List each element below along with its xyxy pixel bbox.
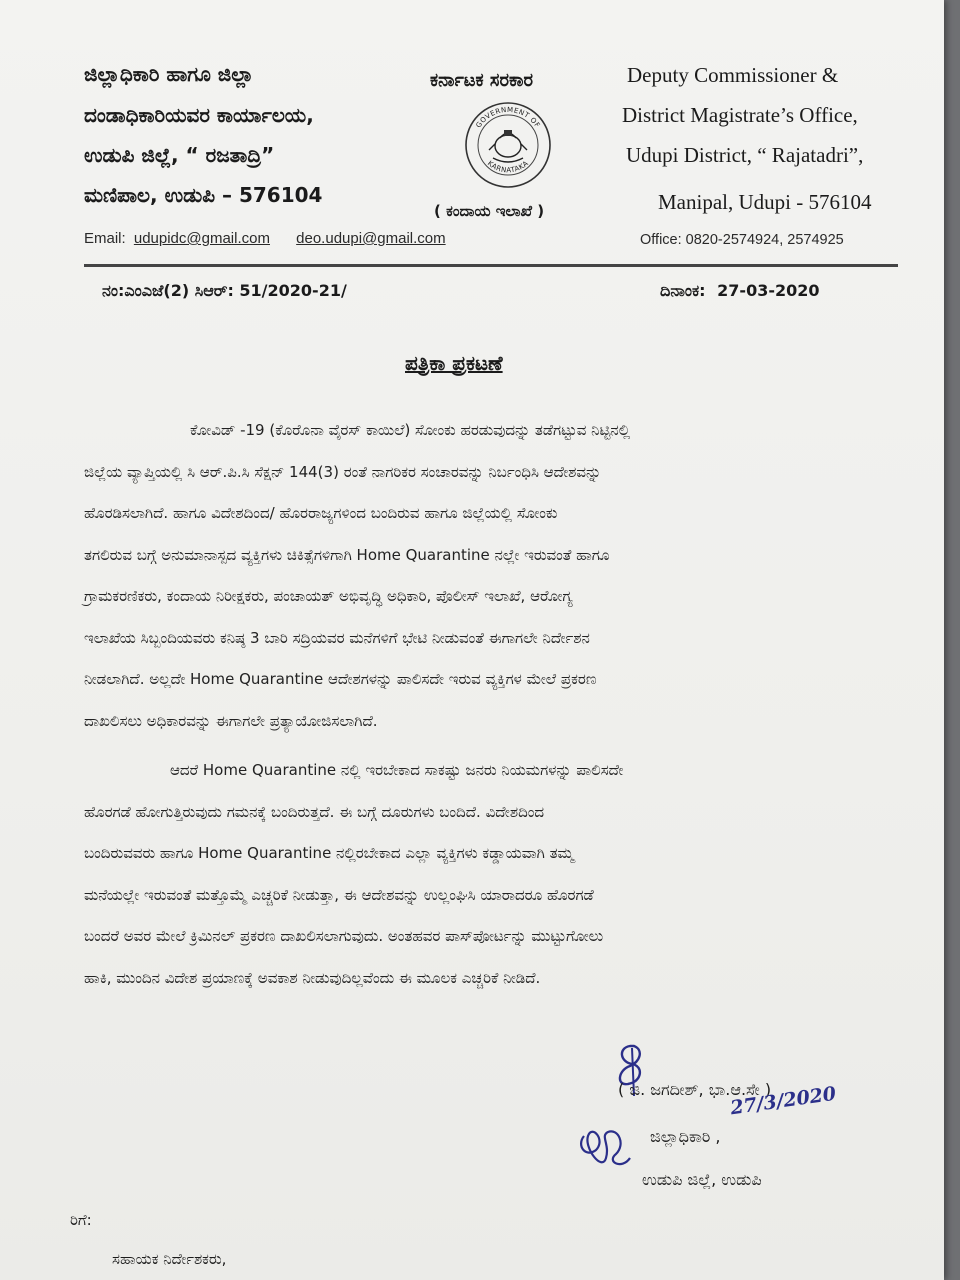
handwritten-date: 27/3/2020 xyxy=(728,1082,838,1120)
paragraph-1-line: ಇಲಾಖೆಯ ಸಿಬ್ಬಂದಿಯವರು ಕನಿಷ್ಠ 3 ಬಾರಿ ಸದ್ರಿಯವರ ಮನೆಗಳಿಗೆ ಭೇಟಿ ನೀಡುವಂತೆ ಈಗಾಗಲೇ ನಿರ್ದೇಶನ xyxy=(84,628,590,647)
paragraph-2-line: ಬಂದಿರುವವರು ಹಾಗೂ Home Quarantine ನಲ್ಲಿರಬೇಕಾದ ಎಲ್ಲಾ ವ್ಯಕ್ತಿಗಳು ಕಡ್ಡಾಯವಾಗಿ ತಮ್ಮ xyxy=(84,844,574,862)
header-right-line-4: Manipal, Udupi - 576104 xyxy=(658,190,872,214)
date-row xyxy=(660,281,820,301)
paragraph-1-line: ತಗಲಿರುವ ಬಗ್ಗೆ ಅನುಮಾನಾಸ್ಪದ ವ್ಯಕ್ತಿಗಳು ಚಿಕಿತ್ಸೆಗಳಿಗಾಗಿ Home Quarantine ನಲ್ಲೇ ಇರುವಂತೆ ಹಾಗೂ xyxy=(84,545,610,564)
date-label: ದಿನಾಂಕ: xyxy=(660,281,706,300)
reference-number: ನಂ:ಎಂಎಜೆ(2) ಸಿಆರ್: 51/2020-21/ xyxy=(102,281,347,300)
header-divider xyxy=(84,264,898,267)
paragraph-1-line: ದಾಖಲಿಸಲು ಅಧಿಕಾರವನ್ನು ಈಗಾಗಲೇ ಪ್ರತ್ಯಾಯೋಜಿಸಲಾಗಿದೆ. xyxy=(84,711,378,730)
signatory-designation: ಜಿಲ್ಲಾಧಿಕಾರಿ , xyxy=(650,1127,721,1146)
paragraph-1-line: ಗ್ರಾಮಕರಣಿಕರು, ಕಂದಾಯ ನಿರೀಕ್ಷಕರು, ಪಂಚಾಯತ್ ಅಭಿವೃದ್ಧಿ ಅಧಿಕಾರಿ, ಪೊಲೀಸ್ ಇಲಾಖೆ, ಆರೋಗ್ಯ xyxy=(84,587,573,605)
paragraph-2-line: ಹೊರಗಡೆ ಹೋಗುತ್ತಿರುವುದು ಗಮನಕ್ಕೆ ಬಂದಿರುತ್ತದೆ. ಈ ಬಗ್ಗೆ ದೂರುಗಳು ಬಂದಿದೆ. ವಿದೇಶದಿಂದ xyxy=(84,802,545,821)
recipients-label: ರಿಗೆ: xyxy=(70,1211,92,1229)
email-label: Email: xyxy=(84,230,126,247)
header-left-line-1: ಜಿಲ್ಲಾಧಿಕಾರಿ ಹಾಗೂ ಜಿಲ್ಲಾ xyxy=(84,62,254,86)
paragraph-2-line: ಆದರೆ Home Quarantine ನಲ್ಲಿ ಇರಬೇಕಾದ ಸಾಕಷ್ಟು ಜನರು ನಿಯಮಗಳನ್ನು ಪಾಲಿಸದೇ xyxy=(170,761,624,779)
department-label: ( ಕಂದಾಯ ಇಲಾಖೆ ) xyxy=(434,202,545,220)
signature-scribble xyxy=(576,1118,636,1178)
header-right-line-3: Udupi District, “ Rajatadri”, xyxy=(626,143,864,167)
paragraph-2-line: ಮನೆಯಲ್ಲೇ ಇರುವಂತೆ ಮತ್ತೊಮ್ಮೆ ಎಚ್ಚರಿಕೆ ನೀಡುತ್ತಾ, ಈ ಆದೇಶವನ್ನು ಉಲ್ಲಂಘಿಸಿ ಯಾರಾದರೂ ಹೊರಗಡೆ xyxy=(84,885,594,904)
email-link-1[interactable]: udupidc@gmail.com xyxy=(133,230,270,247)
email-link-2[interactable]: deo.udupi@gmail.com xyxy=(296,230,446,247)
office-phone: Office: 0820-2574924, 2574925 xyxy=(640,232,844,248)
email-row xyxy=(84,230,446,247)
press-release-heading: ಪತ್ರಿಕಾ ಪ್ರಕಟಣೆ xyxy=(405,351,503,375)
paragraph-2-line: ಬಂದರೆ ಅವರ ಮೇಲೆ ಕ್ರಿಮಿನಲ್ ಪ್ರಕರಣ ದಾಖಲಿಸಲಾಗುವುದು. ಅಂತಹವರ ಪಾಸ್‌ಪೋರ್ಟನ್ನು ಮುಟ್ಟುಗೋಲು xyxy=(84,927,604,945)
paragraph-1 xyxy=(84,410,880,742)
date-value: 27-03-2020 xyxy=(717,281,820,300)
header-right-line-1: Deputy Commissioner & xyxy=(627,63,839,87)
paragraph-2-line: ಹಾಕಿ, ಮುಂದಿನ ವಿದೇಶ ಪ್ರಯಾಣಕ್ಕೆ ಅವಕಾಶ ನೀಡುವುದಿಲ್ಲವೆಂದು ಈ ಮೂಲಕ ಎಚ್ಚರಿಕೆ ನೀಡಿದೆ. xyxy=(84,968,541,987)
header-right-line-2: District Magistrate’s Office, xyxy=(622,103,858,127)
signatory-place: ಉಡುಪಿ ಜಿಲ್ಲೆ, ಉಡುಪಿ xyxy=(642,1170,762,1189)
header-left-line-3: ಉಡುಪಿ ಜಿಲ್ಲೆ, “ ರಜತಾದ್ರಿ” xyxy=(84,143,275,167)
paragraph-2 xyxy=(84,750,880,999)
paragraph-1-line: ಕೋವಿಡ್ -19 (ಕೊರೊನಾ ವೈರಸ್ ಕಾಯಿಲೆ) ಸೋಂಕು ಹರಡುವುದನ್ನು ತಡೆಗಟ್ಟುವ ನಿಟ್ಟಿನಲ್ಲಿ xyxy=(190,421,631,439)
header-left-line-2: ದಂಡಾಧಿಕಾರಿಯವರ ಕಾರ್ಯಾಲಯ, xyxy=(84,103,314,127)
signatory-name: ( ಜಿ. ಜಗದೀಶ್, ಭಾ.ಆ.ಸೇ ) xyxy=(618,1080,772,1099)
seal-text-top: GOVERNMENT OF xyxy=(474,105,542,130)
paragraph-1-line: ಜಿಲ್ಲೆಯ ವ್ಯಾಪ್ತಿಯಲ್ಲಿ ಸಿ ಆರ್.ಪಿ.ಸಿ ಸೆಕ್ಷನ್ 144(3) ರಂತೆ ನಾಗರಿಕರ ಸಂಚಾರವನ್ನು ನಿರ್ಬಂಧಿಸಿ ಆದೇಶವನ್ನು xyxy=(84,462,602,481)
paragraph-1-line: ಹೊರಡಿಸಲಾಗಿದೆ. ಹಾಗೂ ವಿದೇಶದಿಂದ/ ಹೊರರಾಜ್ಯಗಳಿಂದ ಬಂದಿರುವ ಹಾಗೂ ಜಿಲ್ಲೆಯಲ್ಲಿ ಸೋಂಕು xyxy=(84,504,558,522)
government-title: ಕರ್ನಾಟಕ ಸರಕಾರ xyxy=(430,70,533,91)
header-left-line-4: ಮಣಿಪಾಲ, ಉಡುಪಿ – 576104 xyxy=(84,183,323,207)
karnataka-seal-icon xyxy=(463,100,553,190)
paragraph-1-line: ನೀಡಲಾಗಿದೆ. ಅಲ್ಲದೇ Home Quarantine ಆದೇಶಗಳನ್ನು ಪಾಲಿಸದೇ ಇರುವ ವ್ಯಕ್ತಿಗಳ ಮೇಲೆ ಪ್ರಕರಣ xyxy=(84,670,597,688)
recipient-first: ಸಹಾಯಕ ನಿರ್ದೇಶಕರು, xyxy=(112,1250,227,1268)
seal-text-bottom: KARNATAKA xyxy=(485,159,531,175)
